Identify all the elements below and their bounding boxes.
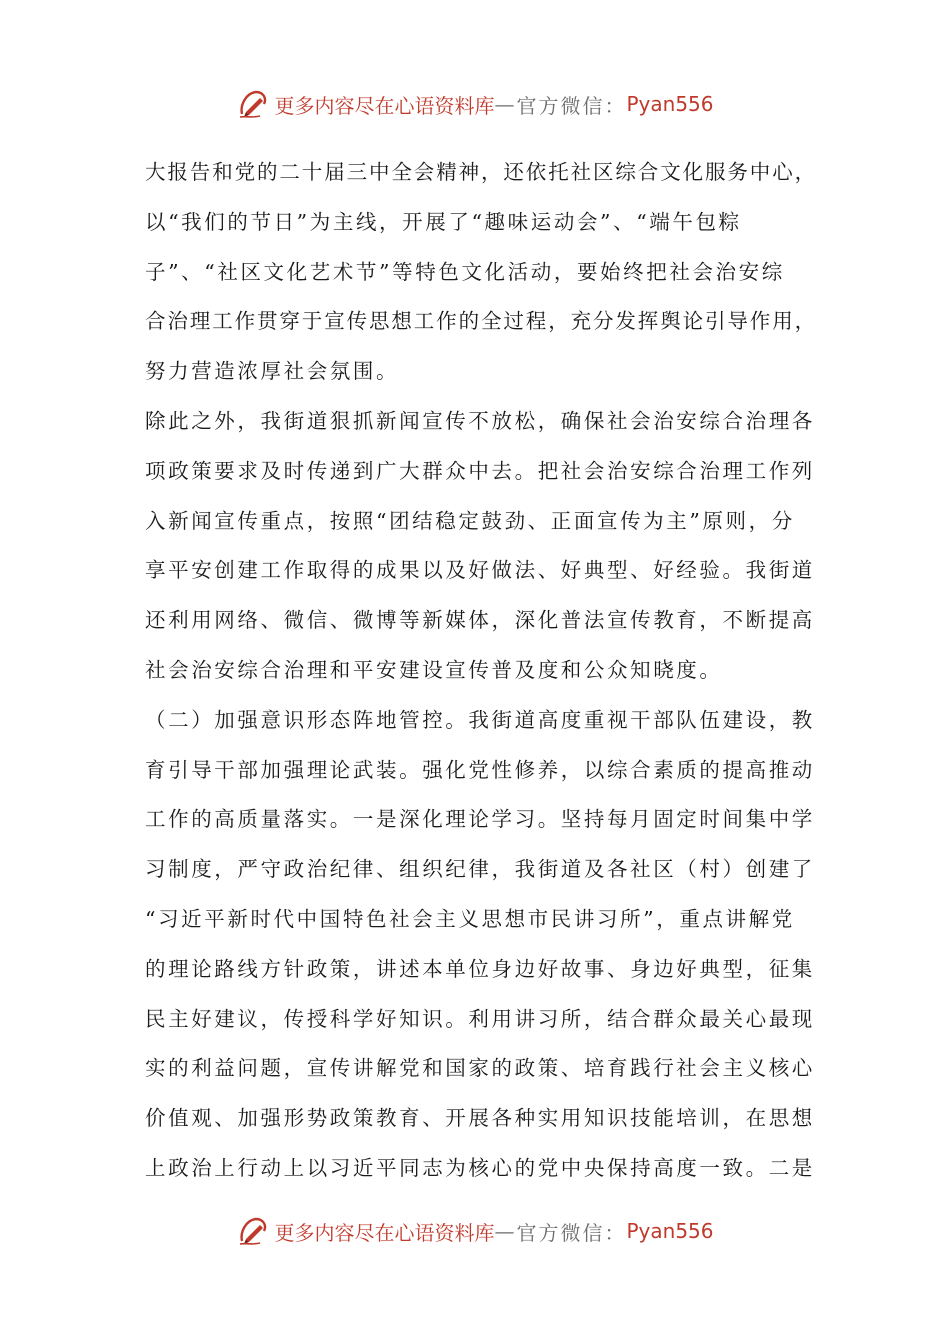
text-line: 育引导干部加强理论武装。强化党性修养，以综合素质的提高推动 — [145, 757, 815, 782]
pen-logo-icon — [236, 87, 270, 121]
text-line: 的理论路线方针政策，讲述本单位身边好故事、身边好典型，征集 — [145, 956, 815, 981]
banner-title: 更多内容尽在心语资料库 — [274, 93, 495, 118]
text-line: 项政策要求及时传递到广大群众中去。把社会治安综合治理工作列 — [145, 458, 815, 483]
text-line: 大报告和党的二十届三中全会精神，还依托社区综合文化服务中心， — [145, 160, 817, 184]
banner-wechat-id: Pyan556 — [626, 1219, 714, 1243]
header-banner — [0, 84, 950, 124]
text-line: 合治理工作贯穿于宣传思想工作的全过程，充分发挥舆论引导作用， — [145, 309, 817, 334]
document-body — [145, 148, 825, 1194]
banner-title: 更多内容尽在心语资料库 — [274, 1220, 495, 1245]
text-line: 工作的高质量落实。一是深化理论学习。坚持每月固定时间集中学 — [145, 807, 815, 832]
text-line: 除此之外，我街道狠抓新闻宣传不放松，确保社会治安综合治理各 — [145, 408, 815, 433]
pen-logo-icon — [236, 1214, 270, 1248]
text-line: 民主好建议，传授科学好知识。利用讲习所，结合群众最关心最现 — [145, 1006, 815, 1031]
banner-wechat-label: 官方微信： — [516, 1220, 627, 1245]
footer-banner — [0, 1211, 950, 1251]
text-line: 入新闻宣传重点，按照“团结稳定鼓劲、正面宣传为主”原则，分 — [145, 508, 795, 533]
text-line: 上政治上行动上以习近平同志为核心的党中央保持高度一致。二是 — [145, 1155, 815, 1180]
banner-dash: — — [494, 92, 517, 116]
text-line: 还利用网络、微信、微博等新媒体，深化普法宣传教育，不断提高 — [145, 608, 815, 633]
text-line: 价值观、加强形势政策教育、开展各种实用知识技能培训，在思想 — [145, 1106, 815, 1131]
text-line: 实的利益问题，宣传讲解党和国家的政策、培育践行社会主义核心 — [145, 1056, 815, 1081]
banner-wechat-label: 官方微信： — [516, 93, 627, 118]
text-line: 努力营造浓厚社会氛围。 — [145, 359, 400, 384]
text-line: （二）加强意识形态阵地管控。我街道高度重视干部队伍建设，教 — [145, 707, 815, 732]
banner-wechat-id: Pyan556 — [626, 92, 714, 116]
banner-dash: — — [494, 1219, 517, 1243]
text-line: 享平安创建工作取得的成果以及好做法、好典型、好经验。我街道 — [145, 558, 815, 583]
text-line: 习制度，严守政治纪律、组织纪律，我街道及各社区（村）创建了 — [145, 857, 815, 882]
text-line: 子”、“社区文化艺术节”等特色文化活动，要始终把社会治安综 — [145, 259, 785, 284]
text-line: 以“我们的节日”为主线，开展了“趣味运动会”、“端午包粽 — [145, 209, 742, 234]
text-line: “习近平新时代中国特色社会主义思想市民讲习所”，重点讲解党 — [145, 906, 795, 931]
text-line: 社会治安综合治理和平安建设宣传普及度和公众知晓度。 — [145, 657, 723, 682]
